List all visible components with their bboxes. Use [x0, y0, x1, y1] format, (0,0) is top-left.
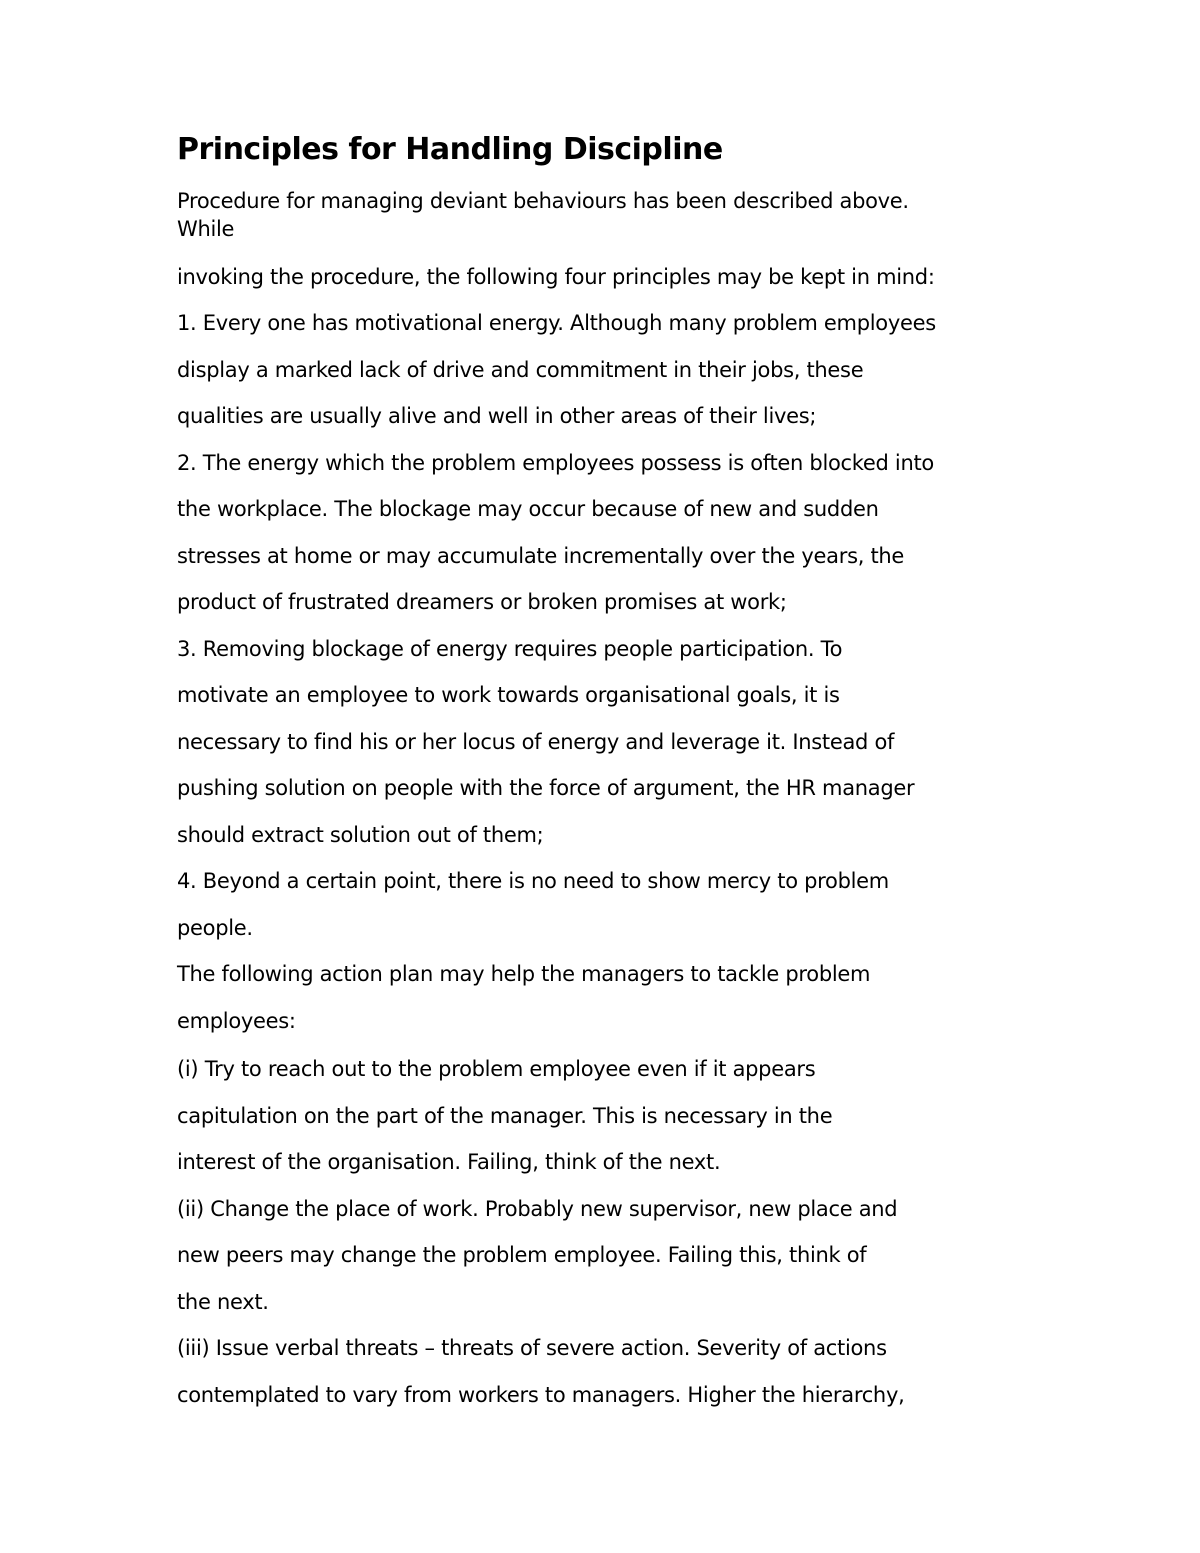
text-line: interest of the organisation. Failing, think of the next.	[177, 1150, 721, 1174]
text-line: 4. Beyond a certain point, there is no need to show mercy to problem	[177, 869, 889, 893]
text-line: people.	[177, 916, 253, 940]
text-line: the next.	[177, 1290, 269, 1314]
text-line: motivate an employee to work towards organisational goals, it is	[177, 683, 840, 707]
text-line: employees:	[177, 1009, 296, 1033]
text-line: the workplace. The blockage may occur because of new and sudden	[177, 497, 879, 521]
text-line: should extract solution out of them;	[177, 823, 544, 847]
text-line: 2. The energy which the problem employees possess is often blocked into	[177, 451, 934, 475]
text-line: contemplated to vary from workers to managers. Higher the hierarchy,	[177, 1383, 905, 1407]
text-line: pushing solution on people with the force of argument, the HR manager	[177, 776, 915, 800]
text-line: (ii) Change the place of work. Probably new supervisor, new place and	[177, 1197, 898, 1221]
text-line: qualities are usually alive and well in other areas of their lives;	[177, 404, 817, 428]
text-line: capitulation on the part of the manager. This is necessary in the	[177, 1104, 833, 1128]
text-line: (i) Try to reach out to the problem employee even if it appears	[177, 1057, 816, 1081]
text-line: 3. Removing blockage of energy requires people participation. To	[177, 637, 843, 661]
text-line: Procedure for managing deviant behaviours has been described above.	[177, 189, 909, 213]
text-line: necessary to find his or her locus of energy and leverage it. Instead of	[177, 730, 895, 754]
text-line: display a marked lack of drive and commitment in their jobs, these	[177, 358, 864, 382]
text-line: While	[177, 217, 235, 241]
text-line: product of frustrated dreamers or broken promises at work;	[177, 590, 787, 614]
page-title: Principles for Handling Discipline	[177, 132, 723, 167]
text-line: stresses at home or may accumulate incrementally over the years, the	[177, 544, 905, 568]
text-line: new peers may change the problem employee. Failing this, think of	[177, 1243, 867, 1267]
text-line: 1. Every one has motivational energy. Although many problem employees	[177, 311, 936, 335]
text-line: (iii) Issue verbal threats – threats of severe action. Severity of actions	[177, 1336, 887, 1360]
text-line: invoking the procedure, the following four principles may be kept in mind:	[177, 265, 935, 289]
text-line: The following action plan may help the managers to tackle problem	[177, 962, 871, 986]
